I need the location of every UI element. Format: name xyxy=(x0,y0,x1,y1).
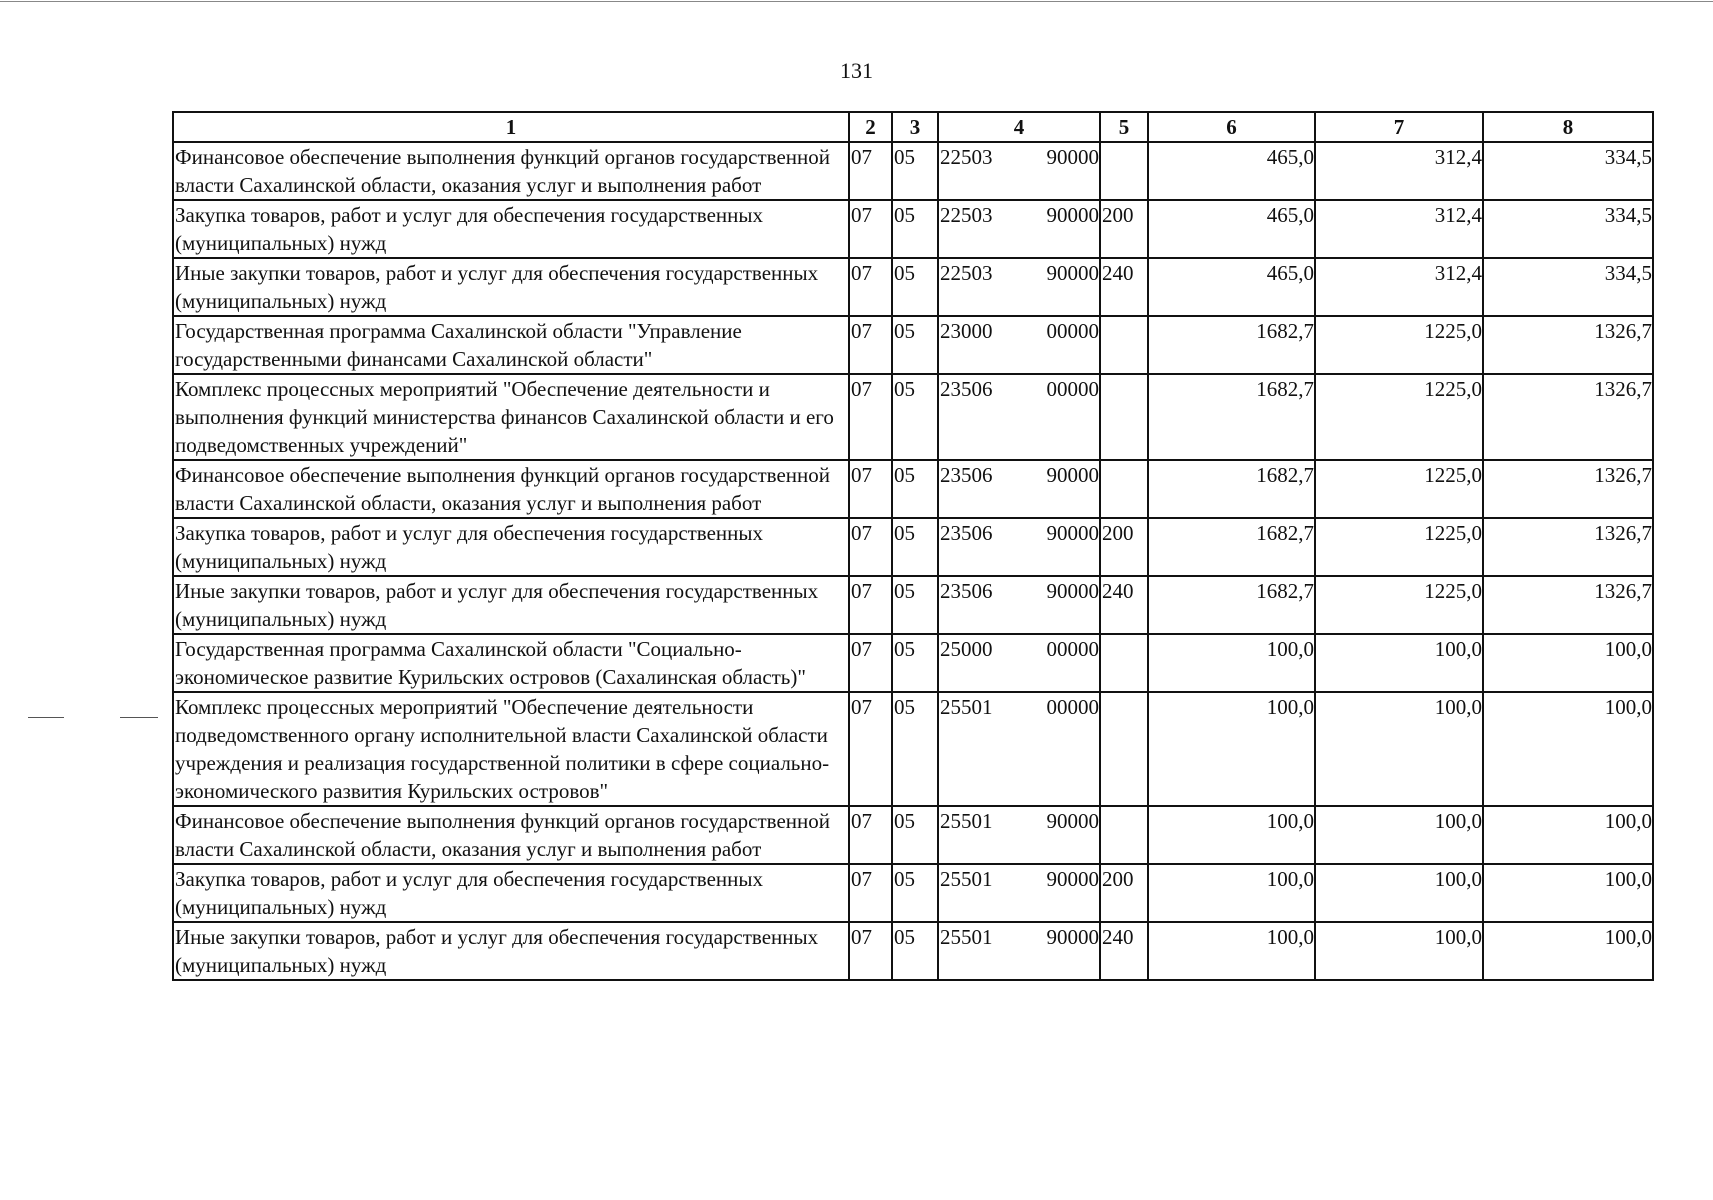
row-value-col8: 334,5 xyxy=(1483,142,1653,200)
row-expense-type: 240 xyxy=(1100,576,1148,634)
row-subsection-code: 05 xyxy=(892,142,938,200)
target-article-wrap xyxy=(940,143,1099,171)
row-expense-type xyxy=(1100,142,1148,200)
col-header-1: 1 xyxy=(173,112,849,142)
row-expense-type xyxy=(1100,634,1148,692)
target-article-program: 25501 xyxy=(940,809,993,833)
row-name: Государственная программа Сахалинской области "Управление государственными финансами Сахалинской области" xyxy=(173,316,849,374)
row-value-col8: 100,0 xyxy=(1483,922,1653,980)
table-row xyxy=(173,864,1653,922)
target-article-program: 23506 xyxy=(940,377,993,401)
target-article-wrap xyxy=(940,317,1099,345)
target-article-direction: 90000 xyxy=(1046,463,1099,487)
row-target-article xyxy=(938,806,1100,864)
row-expense-type: 240 xyxy=(1100,922,1148,980)
col-header-5: 5 xyxy=(1100,112,1148,142)
target-article-wrap xyxy=(940,375,1099,403)
row-expense-type: 200 xyxy=(1100,518,1148,576)
col-header-3: 3 xyxy=(892,112,938,142)
row-value-col7: 100,0 xyxy=(1315,806,1483,864)
target-article-direction: 00000 xyxy=(1046,319,1099,343)
row-target-article xyxy=(938,864,1100,922)
table-row xyxy=(173,806,1653,864)
target-article-direction: 90000 xyxy=(1046,579,1099,603)
row-target-article xyxy=(938,692,1100,806)
row-value-col6: 1682,7 xyxy=(1148,460,1315,518)
target-article-program: 23506 xyxy=(940,463,993,487)
row-subsection-code: 05 xyxy=(892,922,938,980)
target-article-wrap xyxy=(940,461,1099,489)
row-expense-type: 240 xyxy=(1100,258,1148,316)
row-value-col6: 1682,7 xyxy=(1148,374,1315,460)
row-target-article xyxy=(938,258,1100,316)
row-section-code: 07 xyxy=(849,142,892,200)
target-article-wrap xyxy=(940,693,1099,721)
row-value-col6: 465,0 xyxy=(1148,142,1315,200)
target-article-wrap xyxy=(940,865,1099,893)
target-article-program: 22503 xyxy=(940,145,993,169)
row-value-col8: 334,5 xyxy=(1483,258,1653,316)
row-value-col8: 100,0 xyxy=(1483,692,1653,806)
table-row xyxy=(173,922,1653,980)
target-article-program: 23000 xyxy=(940,319,993,343)
row-subsection-code: 05 xyxy=(892,460,938,518)
row-section-code: 07 xyxy=(849,864,892,922)
target-article-program: 25501 xyxy=(940,867,993,891)
target-article-wrap xyxy=(940,577,1099,605)
row-subsection-code: 05 xyxy=(892,806,938,864)
row-target-article xyxy=(938,142,1100,200)
target-article-program: 23506 xyxy=(940,579,993,603)
target-article-program: 23506 xyxy=(940,521,993,545)
target-article-wrap xyxy=(940,519,1099,547)
row-name: Закупка товаров, работ и услуг для обеспечения государственных (муниципальных) нужд xyxy=(173,864,849,922)
row-name: Закупка товаров, работ и услуг для обеспечения государственных (муниципальных) нужд xyxy=(173,200,849,258)
row-subsection-code: 05 xyxy=(892,576,938,634)
row-value-col7: 1225,0 xyxy=(1315,316,1483,374)
row-value-col8: 100,0 xyxy=(1483,634,1653,692)
row-target-article xyxy=(938,576,1100,634)
row-target-article xyxy=(938,316,1100,374)
row-section-code: 07 xyxy=(849,692,892,806)
row-expense-type xyxy=(1100,806,1148,864)
row-value-col8: 1326,7 xyxy=(1483,316,1653,374)
row-section-code: 07 xyxy=(849,806,892,864)
row-subsection-code: 05 xyxy=(892,518,938,576)
row-target-article xyxy=(938,200,1100,258)
row-subsection-code: 05 xyxy=(892,374,938,460)
row-value-col8: 1326,7 xyxy=(1483,576,1653,634)
row-value-col6: 1682,7 xyxy=(1148,518,1315,576)
row-name: Государственная программа Сахалинской области "Социально-экономическое развитие Курильских островов (Сахалинская область)" xyxy=(173,634,849,692)
target-article-direction: 00000 xyxy=(1046,637,1099,661)
row-value-col7: 100,0 xyxy=(1315,922,1483,980)
row-target-article xyxy=(938,634,1100,692)
row-name: Комплекс процессных мероприятий "Обеспечение деятельности и выполнения функций министерства финансов Сахалинской области и его подведомственных учреждений" xyxy=(173,374,849,460)
row-name: Иные закупки товаров, работ и услуг для обеспечения государственных (муниципальных) нужд xyxy=(173,258,849,316)
row-value-col7: 100,0 xyxy=(1315,864,1483,922)
target-article-direction: 90000 xyxy=(1046,261,1099,285)
row-section-code: 07 xyxy=(849,576,892,634)
row-value-col6: 100,0 xyxy=(1148,692,1315,806)
row-section-code: 07 xyxy=(849,922,892,980)
row-value-col8: 1326,7 xyxy=(1483,374,1653,460)
row-value-col8: 100,0 xyxy=(1483,806,1653,864)
table-row xyxy=(173,692,1653,806)
target-article-direction: 90000 xyxy=(1046,145,1099,169)
row-value-col6: 465,0 xyxy=(1148,200,1315,258)
row-value-col7: 312,4 xyxy=(1315,258,1483,316)
row-expense-type xyxy=(1100,316,1148,374)
row-name: Иные закупки товаров, работ и услуг для обеспечения государственных (муниципальных) нужд xyxy=(173,922,849,980)
row-subsection-code: 05 xyxy=(892,634,938,692)
table-row xyxy=(173,374,1653,460)
col-header-4: 4 xyxy=(938,112,1100,142)
row-value-col7: 100,0 xyxy=(1315,634,1483,692)
target-article-wrap xyxy=(940,201,1099,229)
scan-artifact xyxy=(28,717,64,718)
row-subsection-code: 05 xyxy=(892,200,938,258)
table-row xyxy=(173,258,1653,316)
row-expense-type: 200 xyxy=(1100,200,1148,258)
table-row xyxy=(173,460,1653,518)
row-section-code: 07 xyxy=(849,634,892,692)
row-value-col7: 1225,0 xyxy=(1315,374,1483,460)
target-article-direction: 90000 xyxy=(1046,809,1099,833)
target-article-program: 22503 xyxy=(940,203,993,227)
row-expense-type xyxy=(1100,460,1148,518)
scan-artifact xyxy=(120,717,158,718)
table-row xyxy=(173,576,1653,634)
target-article-direction: 90000 xyxy=(1046,203,1099,227)
scan-top-edge xyxy=(0,1,1713,2)
header-row xyxy=(173,112,1653,142)
col-header-2: 2 xyxy=(849,112,892,142)
row-value-col7: 100,0 xyxy=(1315,692,1483,806)
col-header-7: 7 xyxy=(1315,112,1483,142)
target-article-wrap xyxy=(940,635,1099,663)
target-article-direction: 00000 xyxy=(1046,377,1099,401)
row-value-col7: 312,4 xyxy=(1315,200,1483,258)
row-section-code: 07 xyxy=(849,258,892,316)
row-name: Финансовое обеспечение выполнения функций органов государственной власти Сахалинской области, оказания услуг и выполнения работ xyxy=(173,142,849,200)
table-row xyxy=(173,634,1653,692)
row-target-article xyxy=(938,518,1100,576)
table-body xyxy=(173,142,1653,980)
row-value-col7: 1225,0 xyxy=(1315,518,1483,576)
row-target-article xyxy=(938,460,1100,518)
row-value-col8: 1326,7 xyxy=(1483,518,1653,576)
table-row xyxy=(173,518,1653,576)
row-expense-type xyxy=(1100,374,1148,460)
row-name: Комплекс процессных мероприятий "Обеспечение деятельности подведомственного органу исполнительной власти Сахалинской области учреждения и реализация государственной политики в сфере социально-экономического развития Курильских островов" xyxy=(173,692,849,806)
row-subsection-code: 05 xyxy=(892,864,938,922)
table-row xyxy=(173,316,1653,374)
budget-table xyxy=(172,111,1654,981)
target-article-program: 25501 xyxy=(940,925,993,949)
row-subsection-code: 05 xyxy=(892,258,938,316)
row-section-code: 07 xyxy=(849,200,892,258)
row-value-col6: 1682,7 xyxy=(1148,316,1315,374)
target-article-program: 22503 xyxy=(940,261,993,285)
row-section-code: 07 xyxy=(849,460,892,518)
row-value-col6: 100,0 xyxy=(1148,806,1315,864)
target-article-wrap xyxy=(940,259,1099,287)
row-subsection-code: 05 xyxy=(892,316,938,374)
row-value-col8: 100,0 xyxy=(1483,864,1653,922)
row-value-col7: 1225,0 xyxy=(1315,576,1483,634)
row-name: Финансовое обеспечение выполнения функций органов государственной власти Сахалинской области, оказания услуг и выполнения работ xyxy=(173,460,849,518)
target-article-direction: 90000 xyxy=(1046,521,1099,545)
row-value-col6: 100,0 xyxy=(1148,922,1315,980)
row-value-col6: 100,0 xyxy=(1148,864,1315,922)
row-target-article xyxy=(938,922,1100,980)
page-number: 131 xyxy=(840,58,873,83)
row-value-col6: 100,0 xyxy=(1148,634,1315,692)
row-value-col7: 1225,0 xyxy=(1315,460,1483,518)
target-article-direction: 90000 xyxy=(1046,925,1099,949)
row-target-article xyxy=(938,374,1100,460)
row-name: Финансовое обеспечение выполнения функций органов государственной власти Сахалинской области, оказания услуг и выполнения работ xyxy=(173,806,849,864)
row-section-code: 07 xyxy=(849,518,892,576)
target-article-program: 25000 xyxy=(940,637,993,661)
col-header-8: 8 xyxy=(1483,112,1653,142)
row-value-col8: 1326,7 xyxy=(1483,460,1653,518)
row-expense-type xyxy=(1100,692,1148,806)
row-name: Иные закупки товаров, работ и услуг для обеспечения государственных (муниципальных) нужд xyxy=(173,576,849,634)
row-expense-type: 200 xyxy=(1100,864,1148,922)
row-subsection-code: 05 xyxy=(892,692,938,806)
row-name: Закупка товаров, работ и услуг для обеспечения государственных (муниципальных) нужд xyxy=(173,518,849,576)
row-value-col6: 465,0 xyxy=(1148,258,1315,316)
row-value-col6: 1682,7 xyxy=(1148,576,1315,634)
row-value-col7: 312,4 xyxy=(1315,142,1483,200)
table-row xyxy=(173,142,1653,200)
table-row xyxy=(173,200,1653,258)
target-article-direction: 00000 xyxy=(1046,695,1099,719)
row-value-col8: 334,5 xyxy=(1483,200,1653,258)
row-section-code: 07 xyxy=(849,316,892,374)
col-header-6: 6 xyxy=(1148,112,1315,142)
target-article-wrap xyxy=(940,923,1099,951)
target-article-wrap xyxy=(940,807,1099,835)
target-article-direction: 90000 xyxy=(1046,867,1099,891)
target-article-program: 25501 xyxy=(940,695,993,719)
row-section-code: 07 xyxy=(849,374,892,460)
